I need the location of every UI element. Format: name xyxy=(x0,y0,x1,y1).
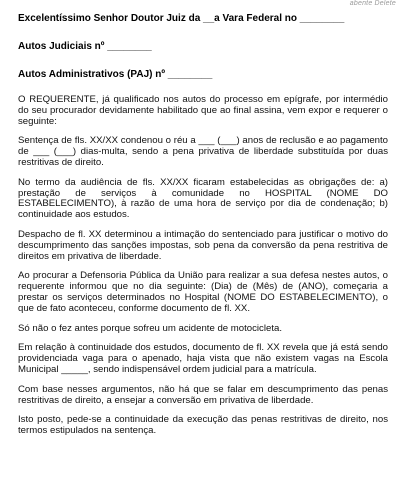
paragraph-dispatch: Despacho de fl. XX determinou a intimação do sentenciado para justificar o motivo do descumprimento das sanções impostas, sob pena da conversão da pena restritiva de direitos em privativa de liberdade. xyxy=(18,228,388,262)
paragraph-defense: Ao procurar a Defensoria Pública da União para realizar a sua defesa nestes autos, o requerente informou que no dia seguinte: (Dia) de (Mês) de (ANO), começaria a prestar os serviços determinados no Hospital (NOME DO ESTABELECIMENTO), o que de fato aconteceu, conforme documento de fl. XX. xyxy=(18,270,388,314)
paragraph-accident: Só não o fez antes porque sofreu um acidente de motocicleta. xyxy=(18,322,282,334)
administrative-case-number: Autos Administrativos (PAJ) nº ________ xyxy=(18,69,213,80)
paragraph-arguments: Com base nesses argumentos, não há que se falar em descumprimento das penas restritivas de direito, a ensejar a conversão em privativa de liberdade. xyxy=(18,383,388,406)
paragraph-studies: Em relação à continuidade dos estudos, documento de fl. XX revela que já está sendo providenciada vaga para o apenado, haja vista que não existem vagas na Escola Municipal _____, sendo indispensável ordem judicial para a matrícula. xyxy=(18,342,388,375)
corner-note: abente Delete xyxy=(349,0,396,7)
paragraph-sentence: Sentença de fls. XX/XX condenou o réu a ___ (___) anos de reclusão e ao pagamento de ___ (___) dias-multa, sendo a pena privativa de liberdade substituída por duas restritivas de direito. xyxy=(18,135,388,168)
paragraph-hearing-terms: No termo da audiência de fls. XX/XX ficaram estabelecidas as obrigações de: a) prestação de serviços à comunidade no HOSPITAL (NOME DO ESTABELECIMENTO), à razão de uma hora de serviço por dia de condenação; b) continuidade aos estudos. xyxy=(18,176,388,221)
court-addressee: Excelentíssimo Senhor Doutor Juiz da __a Vara Federal no ________ xyxy=(18,13,345,24)
paragraph-intro: O REQUERENTE, já qualificado nos autos do processo em epígrafe, por intermédio do seu procurador devidamente habilitado que ao final assina, vem expor e requerer o seguinte: xyxy=(18,94,388,127)
document-body xyxy=(18,12,388,437)
judicial-case-number: Autos Judiciais nº ________ xyxy=(18,41,152,52)
paragraph-request: Isto posto, pede-se a continuidade da execução das penas restritivas de direito, nos termos estipulados na sentença. xyxy=(18,414,388,437)
